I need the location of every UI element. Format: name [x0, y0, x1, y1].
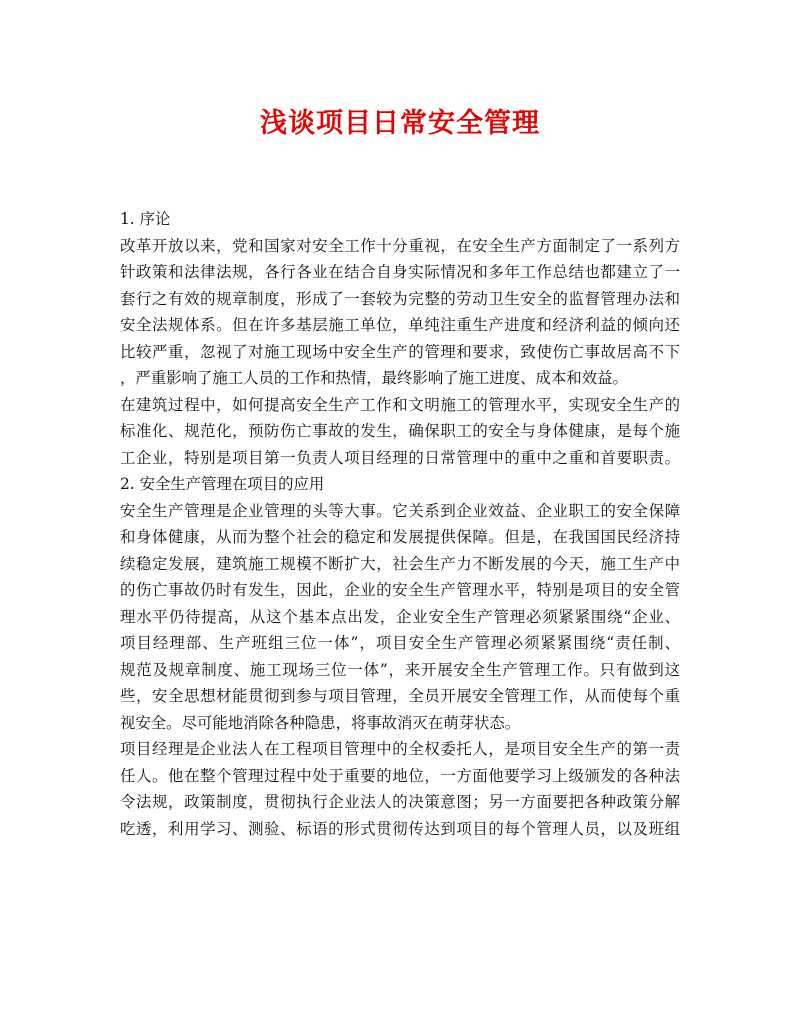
text-line: 视安全。尽可能地消除各种隐患，将事故消灭在萌芽状态。 — [120, 713, 521, 732]
text-line: 2. 安全生产管理在项目的应用 — [120, 475, 325, 493]
text-line: 令法规，政策制度，贯彻执行企业法人的决策意图；另一方面要把各种政策分解 — [120, 793, 680, 811]
text-line: 安全生产管理是企业管理的头等大事。它关系到企业效益、企业职工的安全保障 — [120, 501, 680, 520]
text-line: 在建筑过程中，如何提高安全生产工作和文明施工的管理水平，实现安全生产的 — [120, 395, 680, 414]
text-line: 针政策和法律法规，各行各业在结合自身实际情况和多年工作总结也都建立了一 — [120, 263, 680, 281]
text-line: 套行之有效的规章制度，形成了一套较为完整的劳动卫生安全的监督管理办法和 — [120, 289, 680, 308]
document-title: 浅谈项目日常安全管理 — [260, 108, 540, 139]
text-line: 安全法规体系。但在许多基层施工单位，单纯注重生产进度和经济利益的倾向还 — [120, 316, 680, 334]
text-line: 标准化、规范化，预防伤亡事故的发生，确保职工的安全与身体健康，是每个施 — [120, 422, 680, 440]
text-line: 的伤亡事故仍时有发生，因此，企业的安全生产管理水平，特别是项目的安全管 — [120, 581, 680, 599]
text-line: 吃透，利用学习、测验、标语的形式贯彻传达到项目的每个管理人员，以及班组 — [120, 819, 680, 838]
text-line: ，严重影响了施工人员的工作和热情，最终影响了施工进度、成本和效益。 — [120, 369, 628, 387]
document-body — [120, 206, 680, 842]
text-line: 1. 序论 — [120, 210, 171, 228]
text-line: 改革开放以来，党和国家对安全工作十分重视，在安全生产方面制定了一系列方 — [120, 236, 680, 255]
text-line: 续稳定发展，建筑施工规模不断扩大，社会生产力不断发展的今天，施工生产中 — [120, 554, 680, 573]
text-line: 规范及规章制度、施工现场三位一体”，来开展安全生产管理工作。只有做到这 — [120, 660, 680, 679]
text-line: 项目经理是企业法人在工程项目管理中的全权委托人，是项目安全生产的第一责 — [120, 740, 680, 758]
text-line: 些，安全思想材能贯彻到参与项目管理，全员开展安全管理工作，从而使每个重 — [120, 687, 680, 705]
text-line: 比较严重，忽视了对施工现场中安全生产的管理和要求，致使伤亡事故居高不下 — [120, 342, 680, 361]
text-line: 和身体健康，从而为整个社会的稳定和发展提供保障。但是，在我国国民经济持 — [120, 528, 680, 546]
text-line: 项目经理部、生产班组三位一体”，项目安全生产管理必须紧紧围绕“责任制、 — [120, 634, 680, 652]
text-line: 工企业，特别是项目第一负责人项目经理的日常管理中的重中之重和首要职责。 — [120, 448, 680, 467]
text-line: 任人。他在整个管理过程中处于重要的地位，一方面他要学习上级颁发的各种法 — [120, 766, 680, 785]
text-line: 理水平仍待提高，从这个基本点出发，企业安全生产管理必须紧紧围绕“企业、 — [120, 607, 680, 626]
